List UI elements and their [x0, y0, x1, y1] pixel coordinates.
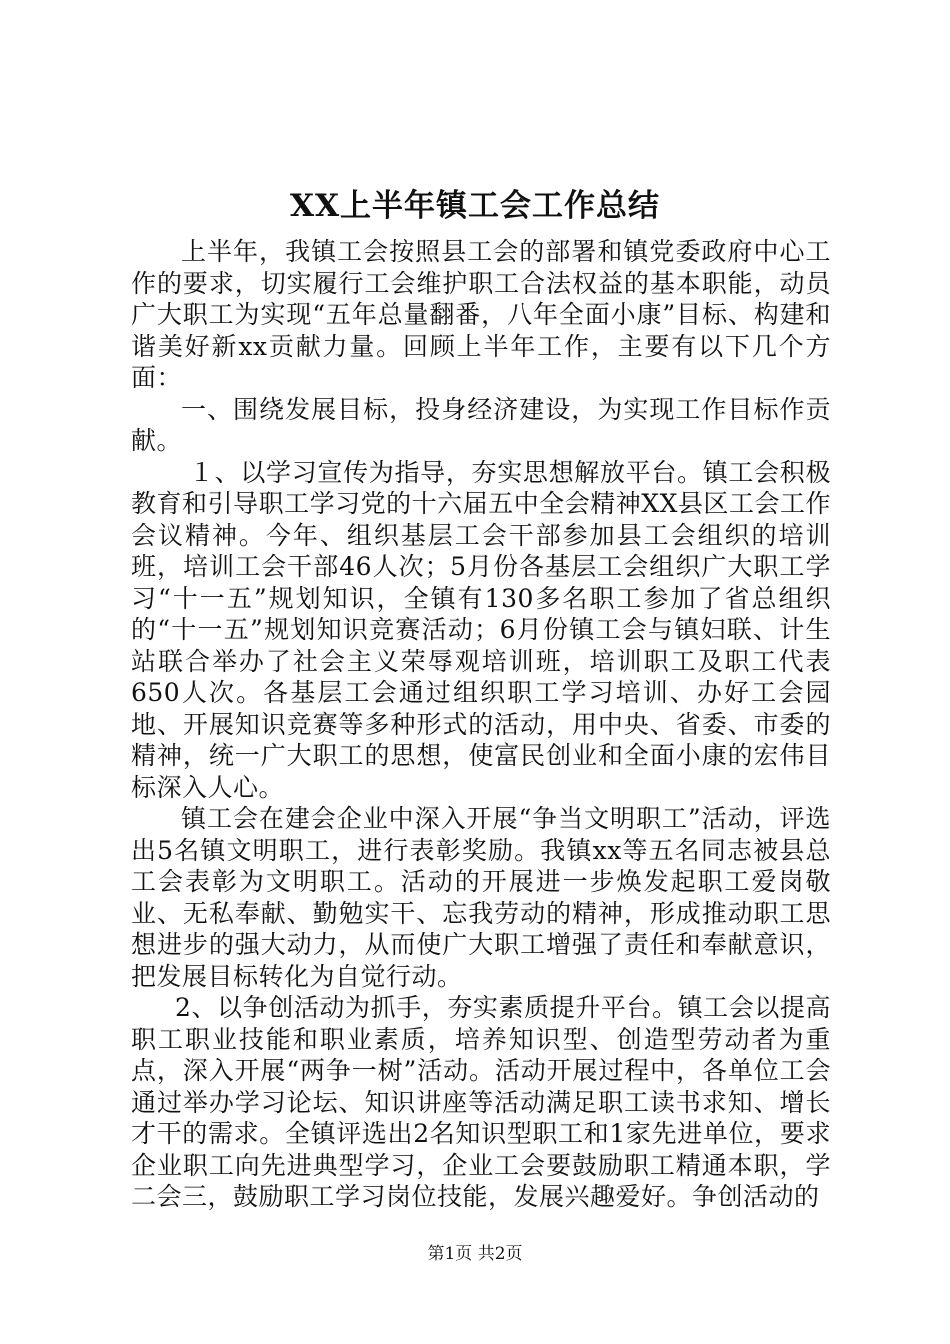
paragraph-section-one: 一、围绕发展目标，投身经济建设，为实现工作目标作贡献。 [131, 394, 831, 455]
paragraph-intro: 上半年，我镇工会按照县工会的部署和镇党委政府中心工作的要求，切实履行工会维护职工合法权益的基本职能，动员广大职工为实现“五年总量翻番，八年全面小康”目标、构建和谐美好新xx贡献力量。回顾上半年工作，主要有以下几个方面： [131, 237, 831, 392]
paragraph-civilized-worker: 镇工会在建会企业中深入开展“争当文明职工”活动，评选出5名镇文明职工，进行表彰奖励。我镇xx等五名同志被县总工会表彰为文明职工。活动的开展进一步焕发起职工爱岗敬业、无私奉献、勤勉实干、忘我劳动的精神，形成推动职工思想进步的强大动力，从而使广大职工增强了责任和奉献意识，把发展目标转化为自觉行动。 [131, 804, 831, 991]
page-number-footer: 第1页 共2页 [427, 1244, 523, 1264]
paragraph-item-one: １、以学习宣传为指导，夯实思想解放平台。镇工会积极教育和引导职工学习党的十六届五中全会精神XX县区工会工作会议精神。今年、组织基层工会干部参加县工会组织的培训班，培训工会干部46人次；5月份各基层工会组织广大职工学习“十一五”规划知识，全镇有130多名职工参加了省总组织的“十一五”规划知识竞赛活动；6月份镇工会与镇妇联、计生站联合举办了社会主义荣辱观培训班，培训职工及职工代表650人次。各基层工会通过组织职工学习培训、办好工会园地、开展知识竞赛等多种形式的活动，用中央、省委、市委的精神，统一广大职工的思想，使富民创业和全面小康的宏伟目标深入人心。 [131, 457, 831, 802]
paragraph-item-two: 2、以争创活动为抓手，夯实素质提升平台。镇工会以提高职工职业技能和职业素质，培养知识型、创造型劳动者为重点，深入开展“两争一树”活动。活动开展过程中，各单位工会通过举办学习论坛、知识讲座等活动满足职工读书求知、增长才干的需求。全镇评选出2名知识型职工和1家先进单位，要求企业职工向先进典型学习，企业工会要鼓励职工精通本职，学二会三，鼓励职工学习岗位技能，发展兴趣爱好。争创活动的 [131, 993, 831, 1211]
document-body [131, 236, 831, 1213]
document-title: XX上半年镇工会工作总结 [289, 188, 661, 224]
